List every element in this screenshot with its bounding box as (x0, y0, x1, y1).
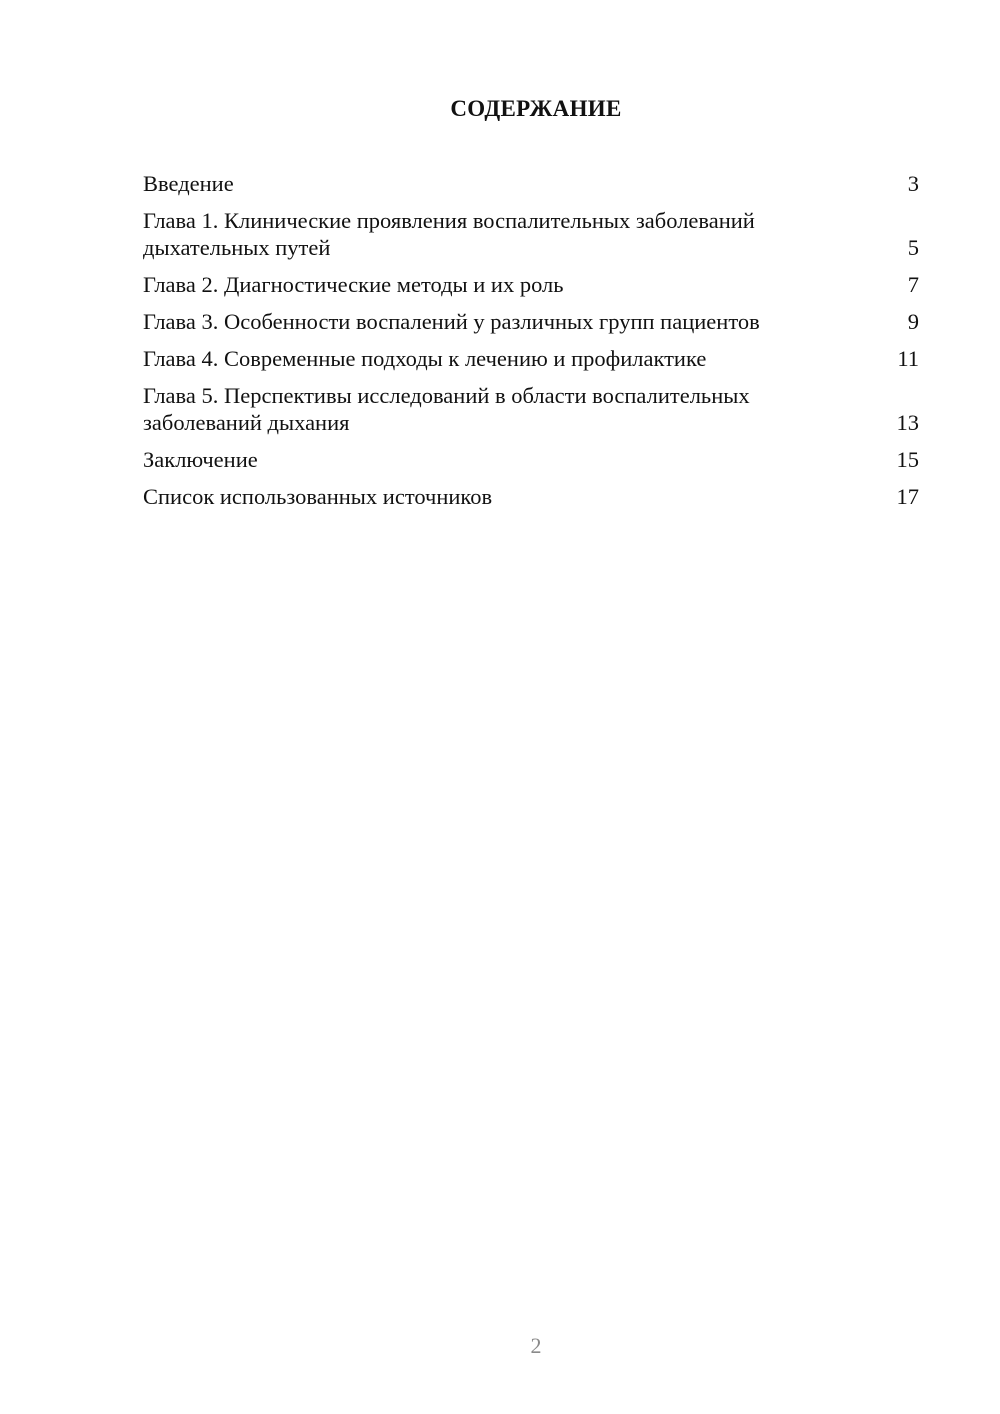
toc-entry-text: Глава 3. Особенности воспалений у различных групп пациентов (143, 309, 760, 334)
toc-entry-page: 7 (907, 272, 919, 297)
toc-entry-chapter-1 (143, 207, 919, 261)
toc-entry-page: 9 (907, 309, 919, 334)
toc-entry-text: Заключение (143, 447, 258, 472)
toc-entry-text: Список использованных источников (143, 484, 493, 509)
toc-entry-conclusion (143, 446, 919, 473)
toc-entry-page: 5 (907, 235, 919, 260)
page-title: СОДЕРЖАНИЕ (450, 96, 622, 121)
table-of-contents (143, 170, 919, 520)
toc-entry-text: Глава 5. Перспективы исследований в области воспалительных заболеваний дыхания (143, 383, 750, 435)
toc-entry-text: Глава 4. Современные подходы к лечению и профилактике (143, 346, 707, 371)
page-number: 2 (530, 1333, 542, 1358)
toc-entry-page: 15 (896, 447, 919, 472)
toc-entry-page: 17 (896, 484, 919, 509)
toc-entry-page: 11 (897, 346, 919, 371)
toc-entry-text: Введение (143, 171, 234, 196)
toc-entry-page: 13 (896, 410, 919, 435)
toc-entry-chapter-4 (143, 345, 919, 372)
toc-entry-chapter-5 (143, 382, 919, 436)
toc-entry-references (143, 483, 919, 510)
toc-entry-page: 3 (907, 171, 919, 196)
toc-entry-text: Глава 2. Диагностические методы и их роль (143, 272, 564, 297)
toc-entry-chapter-3 (143, 308, 919, 335)
toc-entry-text: Глава 1. Клинические проявления воспалительных заболеваний дыхательных путей (143, 208, 755, 260)
toc-entry-chapter-2 (143, 271, 919, 298)
toc-entry-introduction (143, 170, 919, 197)
